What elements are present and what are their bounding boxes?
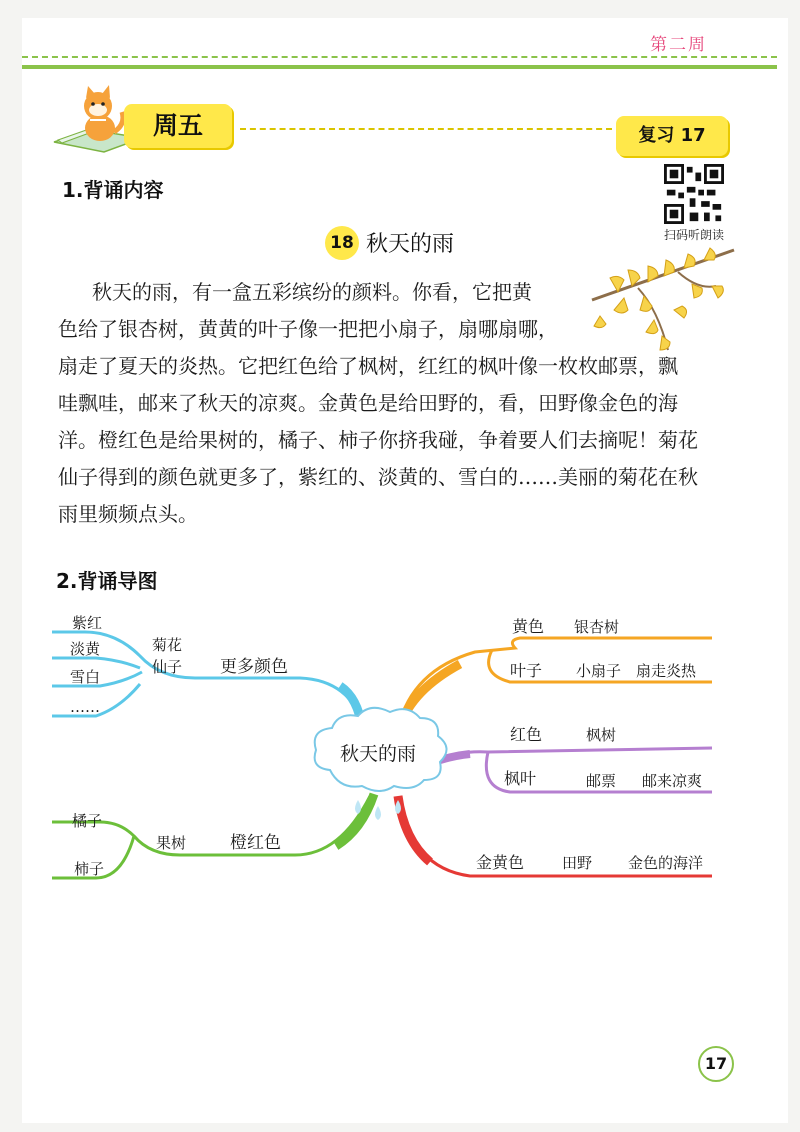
qr-caption: 扫码听朗读: [663, 228, 724, 242]
page-number: 17: [698, 1046, 734, 1082]
mindmap-leaf: ……: [70, 698, 100, 716]
mindmap-key: 叶子: [510, 661, 543, 680]
mindmap-item: 小扇子: [576, 662, 622, 680]
mindmap-leaf: 紫红: [72, 614, 103, 632]
mindmap-item: 邮票: [586, 772, 617, 790]
lesson-text-line: 扇走了夏天的炎热。它把红色给了枫树，红红的枫叶像一枚枚邮票，飘: [58, 354, 678, 378]
mindmap-sub: 果树: [156, 834, 187, 852]
lesson-text-line: 色给了银杏树，黄黄的叶子像一把把小扇子，扇哪扇哪，: [58, 317, 558, 341]
mindmap-branch-label: 更多颜色: [220, 657, 288, 677]
qr-code-icon[interactable]: [664, 164, 724, 224]
lesson-title: 秋天的雨: [366, 232, 455, 257]
lesson-text-line: 秋天的雨，有一盒五彩缤纷的颜料。你看，它把黄: [92, 280, 532, 304]
mindmap-key: 金黄色: [476, 853, 525, 872]
review-badge: 复习 17: [616, 116, 728, 156]
mindmap-sub: 菊花: [152, 636, 183, 654]
mindmap-branch-label: 橙红色: [230, 833, 281, 853]
mindmap-leaf: 淡黄: [70, 640, 101, 658]
mindmap-branch-purple: [428, 748, 712, 762]
mindmap-key: 枫叶: [504, 769, 537, 788]
mindmap-item: 银杏树: [574, 618, 620, 636]
mindmap-leaf: 雪白: [70, 668, 101, 686]
top-solid-rule: [22, 65, 777, 69]
lesson-text-line: 雨里频频点头。: [58, 502, 198, 526]
mindmap-center-label: 秋天的雨: [339, 743, 417, 765]
lesson-text-line: 洋。橙红色是给果树的，橘子、柿子你挤我碰，争着要人们去摘呢！菊花: [58, 428, 698, 452]
lesson-text-line: 仙子得到的颜色就更多了，紫红的、淡黄的、雪白的……美丽的菊花在秋: [58, 465, 698, 489]
week-label: 第二周: [650, 35, 707, 55]
section-heading-recite-map: 2.背诵导图: [56, 569, 158, 593]
mindmap-item: 田野: [562, 854, 593, 872]
day-dashed-rule: [240, 128, 612, 130]
mindmap-leaf: 橘子: [72, 812, 103, 830]
mindmap-item: 扇走炎热: [636, 662, 697, 680]
top-dashed-rule: [22, 56, 777, 58]
mindmap-item: 邮来凉爽: [642, 772, 703, 790]
mindmap-key: 红色: [510, 725, 543, 744]
mindmap-leaf: 柿子: [74, 860, 105, 878]
mindmap-key: 黄色: [512, 617, 545, 636]
day-badge: 周五: [124, 104, 232, 148]
mindmap-item: 枫树: [586, 726, 617, 744]
section-heading-recite-content: 1.背诵内容: [62, 178, 164, 202]
mind-map: [40, 600, 760, 910]
lesson-text-line: 哇飘哇，邮来了秋天的凉爽。金黄色是给田野的，看，田野像金色的海: [58, 391, 678, 415]
lesson-number-badge: 18: [325, 226, 359, 260]
mindmap-sub: 仙子: [152, 658, 183, 676]
ginkgo-branch-illustration: [588, 240, 736, 360]
mindmap-item: 金色的海洋: [628, 854, 704, 872]
